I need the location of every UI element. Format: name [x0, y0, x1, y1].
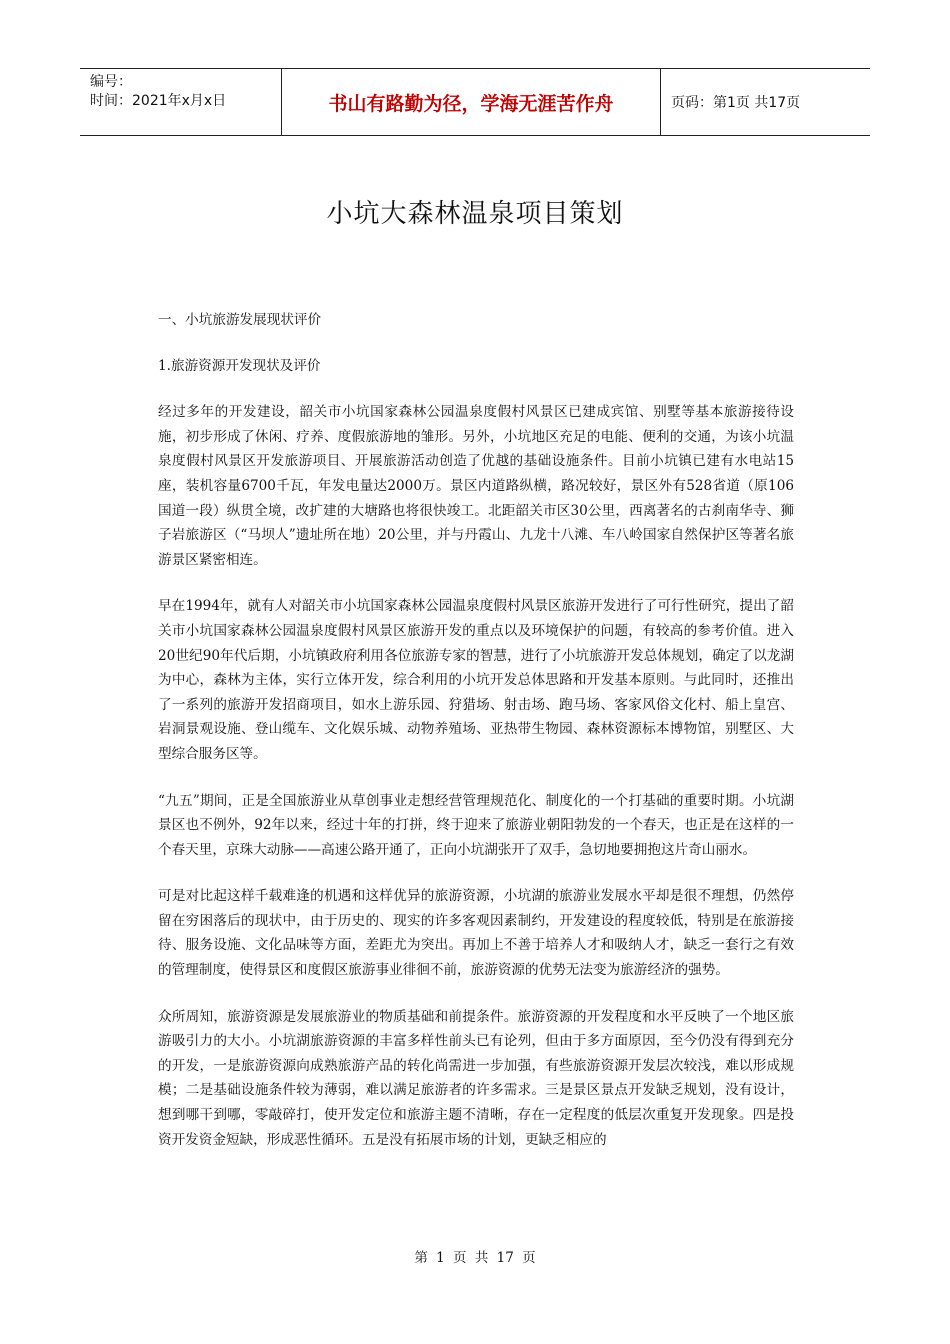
- body-paragraph: 早在1994年，就有人对韶关市小坑国家森林公园温泉度假村风景区旅游开发进行了可行性研究，提出了韶关市小坑国家森林公园温泉度假村风景区旅游开发的重点以及环境保护的问题，有较高的参考价值。进入20世纪90年代后期，小坑镇政府利用各位旅游专家的智慧，进行了小坑旅游开发总体规划，确定了以龙湖为中心，森林为主体，实行立体开发，综合利用的小坑开发总体思路和开发基本原则。与此同时，还推出了一系列的旅游开发招商项目，如水上游乐园、狩猎场、射击场、跑马场、客家风俗文化村、船上皇宫、岩洞景观设施、登山缆车、文化娱乐城、动物养殖场、亚热带生物园、森林资源标本博物馆，别墅区、大型综合服务区等。: [158, 598, 794, 762]
- document-title: 小坑大森林温泉项目策划: [326, 199, 624, 229]
- page-footer: 第 1 页 共 17 页: [414, 1250, 536, 1266]
- document-body: [158, 308, 794, 1174]
- header-page-label: 页码：第1页 共17页: [671, 95, 801, 111]
- subsection-heading: 1.旅游资源开发现状及评价: [158, 357, 321, 374]
- body-paragraph: 众所周知，旅游资源是发展旅游业的物质基础和前提条件。旅游资源的开发程度和水平反映了一个地区旅游吸引力的大小。小坑湖旅游资源的丰富多样性前头已有论列，但由于多方面原因，至今仍没有得到充分的开发，一是旅游资源向成熟旅游产品的转化尚需进一步加强，有些旅游资源开发层次较浅，难以形成规模；二是基础设施条件较为薄弱，难以满足旅游者的许多需求。三是景区景点开发缺乏规划，没有设计，想到哪干到哪，零敲碎打，使开发定位和旅游主题不清晰，存在一定程度的低层次重复开发现象。四是投资开发资金短缺，形成恶性循环。五是没有拓展市场的计划，更缺乏相应的: [158, 1008, 794, 1148]
- body-paragraph: 可是对比起这样千载难逢的机遇和这样优异的旅游资源，小坑湖的旅游业发展水平却是很不理想，仍然停留在穷困落后的现状中，由于历史的、现实的许多客观因素制约，开发建设的程度较低，特别是在旅游接待、服务设施、文化品味等方面，差距尤为突出。再加上不善于培养人才和吸纳人才，缺乏一套行之有效的管理制度，使得景区和度假区旅游事业徘徊不前，旅游资源的优势无法变为旅游经济的强势。: [158, 888, 794, 979]
- header-meta: [80, 69, 281, 135]
- document-number-label: 编号：: [90, 74, 132, 90]
- header-motto: 书山有路勤为径，学海无涯苦作舟: [281, 69, 661, 135]
- document-time-label: 时间：2021年x月x日: [90, 93, 227, 109]
- body-paragraph: “九五”期间，正是全国旅游业从草创事业走想经营管理规范化、制度化的一个打基础的重要时期。小坑湖景区也不例外，92年以来，经过十年的打拼，终于迎来了旅游业朝阳勃发的一个春天，也正是在这样的一个春天里，京珠大动脉——高速公路开通了，正向小坑湖张开了双手，急切地要拥抱这片奇山丽水。: [158, 792, 794, 858]
- page-header: [80, 68, 870, 136]
- section-heading: 一、小坑旅游发展现状评价: [158, 312, 322, 328]
- body-paragraph: 经过多年的开发建设，韶关市小坑国家森林公园温泉度假村风景区已建成宾馆、别墅等基本旅游接待设施，初步形成了休闲、疗养、度假旅游地的雏形。另外，小坑地区充足的电能、便利的交通，为该小坑温泉度假村风景区开发旅游项目、开展旅游活动创造了优越的基础设施条件。目前小坑镇已建有水电站15座，装机容量6700千瓦，年发电量达2000万。景区内道路纵横，路况较好，景区外有528省道（原106国道一段）纵贯全境，改扩建的大塘路也将很快竣工。北距韶关市区30公里，西离著名的古刹南华寺、狮子岩旅游区（“马坝人”遗址所在地）20公里，并与丹霞山、九龙十八滩、车八岭国家自然保护区等著名旅游景区紧密相连。: [158, 404, 794, 568]
